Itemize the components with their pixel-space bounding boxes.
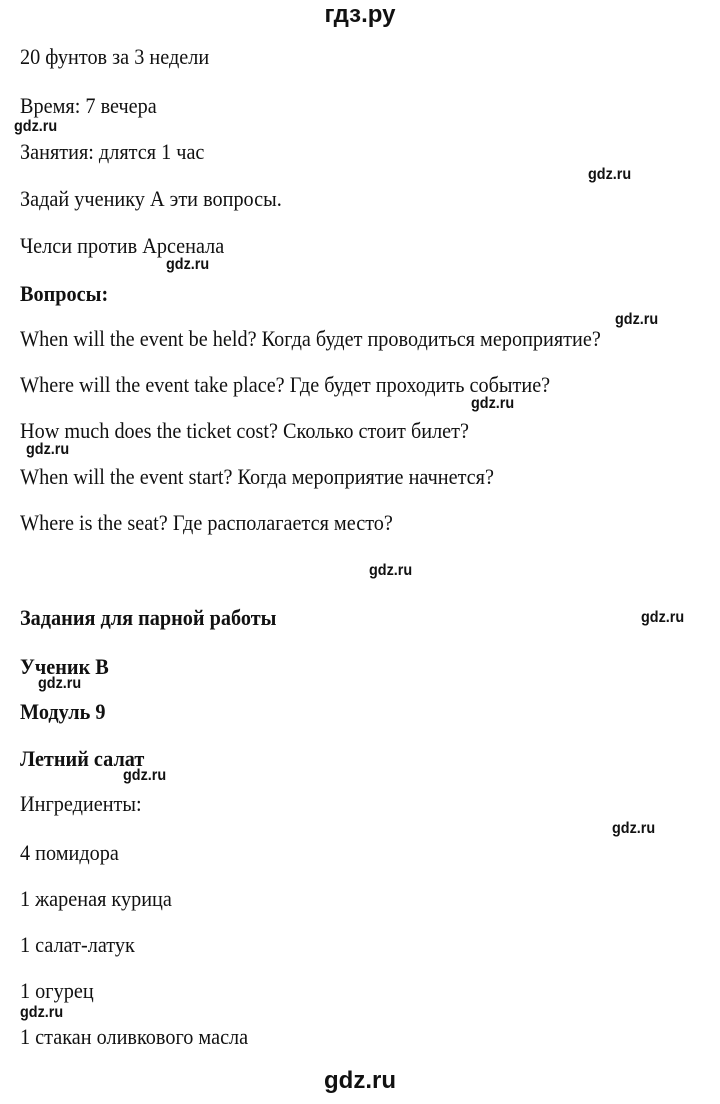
site-footer: gdz.ru bbox=[324, 1067, 396, 1094]
watermark: gdz.ru bbox=[588, 166, 632, 183]
ingredients-label: Ингредиенты: bbox=[20, 791, 142, 816]
questions-heading: Вопросы: bbox=[20, 281, 109, 306]
student-label: Ученик B bbox=[20, 654, 109, 679]
ingredient-item: 1 стакан оливкового масла bbox=[20, 1024, 249, 1049]
watermark: gdz.ru bbox=[123, 767, 167, 784]
question-item: Where is the seat? Где располагается место? bbox=[20, 510, 393, 535]
question-item: Where will the event take place? Где будет проходить событие? bbox=[20, 372, 551, 397]
ingredient-item: 1 жареная курица bbox=[20, 886, 172, 911]
watermark: gdz.ru bbox=[641, 609, 685, 626]
site-header: гдз.ру bbox=[324, 1, 396, 28]
text-line-price: 20 фунтов за 3 недели bbox=[20, 44, 210, 69]
watermark: gdz.ru bbox=[20, 1004, 64, 1021]
watermark: gdz.ru bbox=[38, 675, 82, 692]
question-item: When will the event be held? Когда будет проводиться мероприятие? bbox=[20, 326, 601, 351]
ingredient-item: 1 салат-латук bbox=[20, 932, 135, 957]
watermark: gdz.ru bbox=[471, 395, 515, 412]
watermark: gdz.ru bbox=[369, 562, 413, 579]
text-line-duration: Занятия: длятся 1 час bbox=[20, 139, 205, 164]
watermark: gdz.ru bbox=[615, 311, 659, 328]
pair-work-heading: Задания для парной работы bbox=[20, 605, 277, 630]
watermark: gdz.ru bbox=[14, 118, 58, 135]
question-item: How much does the ticket cost? Сколько стоит билет? bbox=[20, 418, 469, 443]
question-item: When will the event start? Когда мероприятие начнется? bbox=[20, 464, 494, 489]
text-line-instruction: Задай ученику А эти вопросы. bbox=[20, 186, 282, 211]
watermark: gdz.ru bbox=[166, 256, 210, 273]
ingredient-item: 4 помидора bbox=[20, 840, 119, 865]
text-line-time: Время: 7 вечера bbox=[20, 93, 157, 118]
recipe-title: Летний салат bbox=[20, 746, 145, 771]
watermark: gdz.ru bbox=[612, 820, 656, 837]
module-label: Модуль 9 bbox=[20, 699, 106, 724]
ingredient-item: 1 огурец bbox=[20, 978, 94, 1003]
watermark: gdz.ru bbox=[26, 441, 70, 458]
text-line-match: Челси против Арсенала bbox=[20, 233, 225, 258]
